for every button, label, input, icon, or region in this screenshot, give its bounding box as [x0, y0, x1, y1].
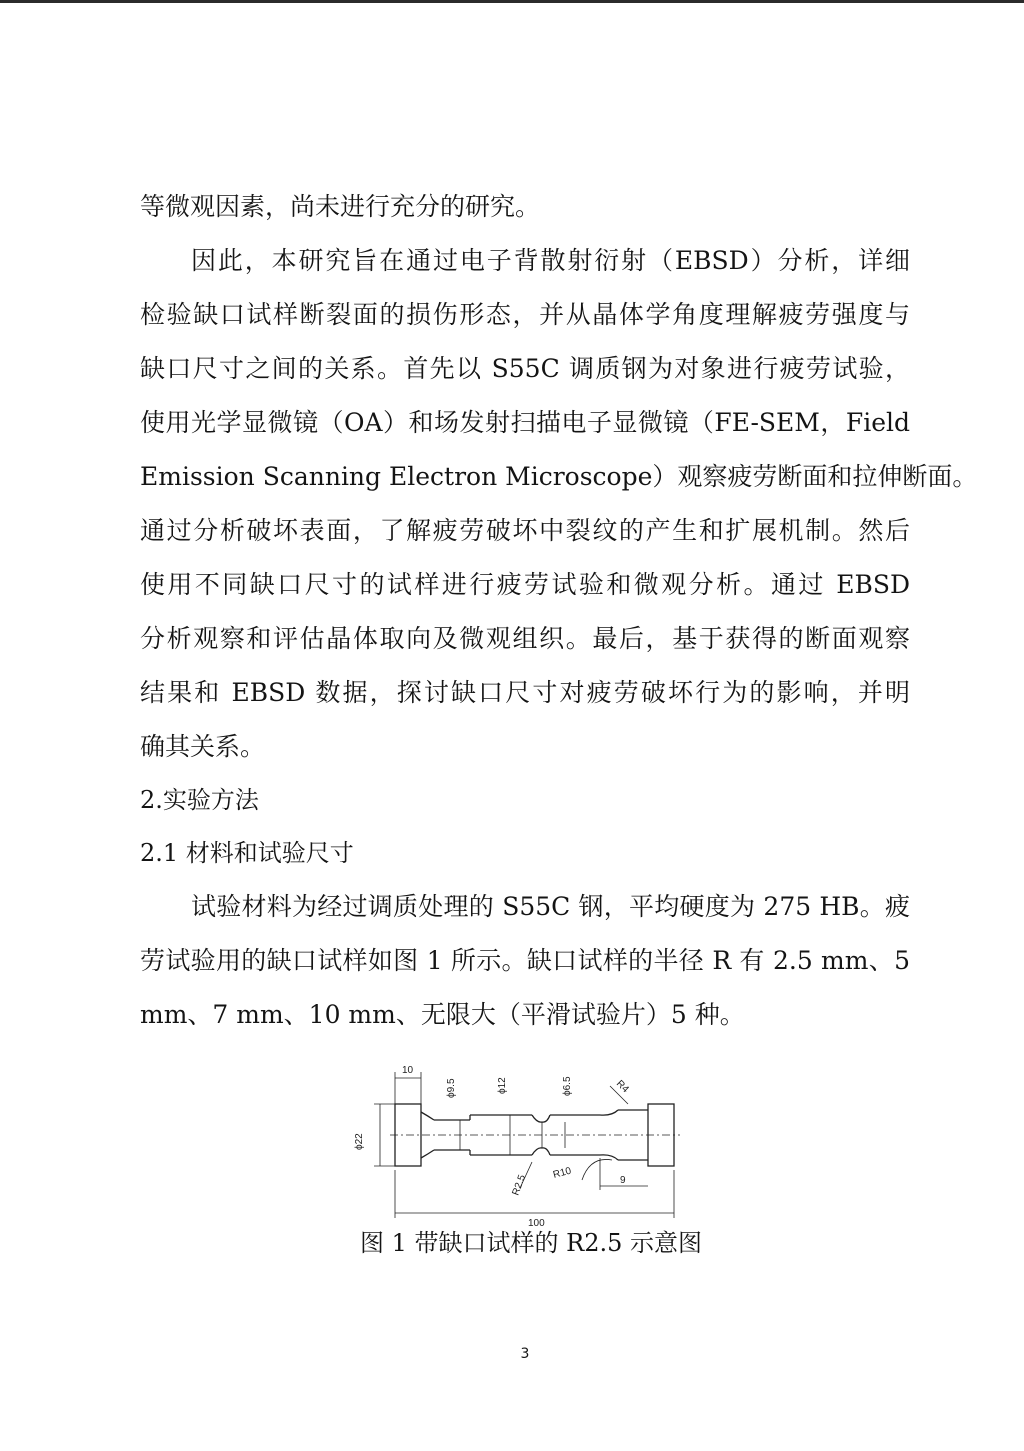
dim-10: 10: [402, 1065, 414, 1076]
dim-100: 100: [528, 1218, 545, 1226]
dim-phi6-5: ϕ6.5: [562, 1076, 573, 1096]
subsection-heading: 2.1 材料和试验尺寸: [140, 839, 354, 867]
section-heading: 2.实验方法: [140, 786, 259, 814]
material-line: 劳试验用的缺口试样如图 1 所示。缺口试样的半径 R 有 2.5 mm、5: [140, 946, 910, 975]
body-line: Emission Scanning Electron Microscope）观察疲劳断面和拉伸断面。: [140, 462, 978, 491]
notch-top: [532, 1115, 550, 1122]
dim-phi12: ϕ12: [497, 1077, 508, 1094]
body-line: 分析观察和评估晶体取向及微观组织。最后，基于获得的断面观察: [140, 624, 910, 653]
body-line: 使用不同缺口尺寸的试样进行疲劳试验和微观分析。通过 EBSD: [140, 570, 910, 599]
figure-caption: 图 1 带缺口试样的 R2.5 示意图: [360, 1229, 703, 1257]
notch-bottom: [532, 1148, 550, 1155]
body-line: 检验缺口试样断裂面的损伤形态，并从晶体学角度理解疲劳强度与: [140, 300, 910, 329]
scan-top-edge: [0, 0, 1024, 3]
dim-r2-5: R2.5: [510, 1173, 529, 1198]
body-line: 缺口尺寸之间的关系。首先以 S55C 调质钢为对象进行疲劳试验，: [140, 354, 910, 383]
body-line: 结果和 EBSD 数据，探讨缺口尺寸对疲劳破坏行为的影响，并明: [140, 678, 910, 707]
body-line: 因此，本研究旨在通过电子背散射衍射（EBSD）分析，详细: [191, 246, 910, 275]
dim-r10: R10: [551, 1165, 573, 1181]
dim-phi22: ϕ22: [354, 1133, 365, 1150]
page-number: 3: [520, 1346, 530, 1362]
body-line: 通过分析破坏表面，了解疲劳破坏中裂纹的产生和扩展机制。然后: [140, 516, 910, 545]
specimen-drawing: [350, 1058, 690, 1226]
dim-phi9-5: ϕ9.5: [446, 1078, 457, 1098]
dim-r4: R4: [613, 1078, 631, 1096]
body-line: 等微观因素，尚未进行充分的研究。: [140, 192, 541, 221]
body-line: 使用光学显微镜（OA）和场发射扫描电子显微镜（FE-SEM，Field: [140, 408, 910, 437]
material-line: 试验材料为经过调质处理的 S55C 钢，平均硬度为 275 HB。疲: [191, 892, 910, 921]
material-line: mm、7 mm、10 mm、无限大（平滑试验片）5 种。: [140, 1000, 745, 1029]
body-line: 确其关系。: [140, 732, 266, 761]
dim-9: 9: [620, 1175, 626, 1186]
